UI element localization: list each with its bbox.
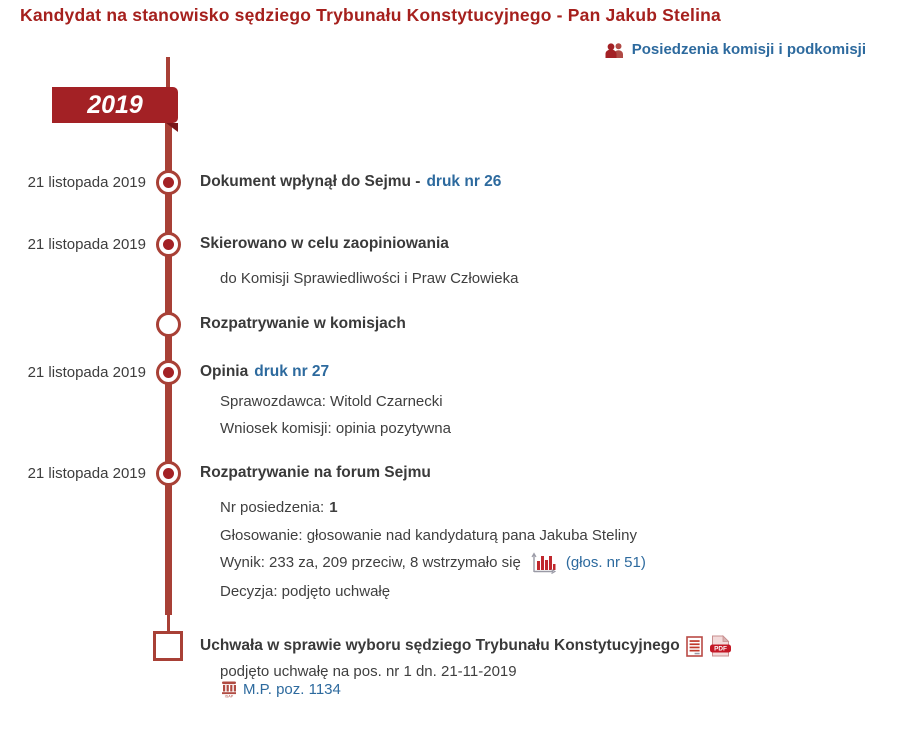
entry-title: Uchwała w sprawie wyboru sędziego Trybunału Konstytucyjnego [200, 637, 680, 654]
entry-date: 21 listopada 2019 [27, 236, 146, 253]
entry-title-row [200, 235, 449, 253]
entry-date: 21 listopada 2019 [27, 174, 146, 191]
entry-title-row [200, 464, 431, 482]
pdf-icon-label: PDF [713, 645, 727, 653]
meetings-link-label: Posiedzenia komisji i podkomisji [631, 41, 866, 58]
session-label: Nr posiedzenia: [220, 499, 325, 516]
vote-number-link[interactable]: (głos. nr 51) [565, 554, 646, 571]
marker-dot [163, 367, 174, 378]
timeline-line [167, 615, 170, 632]
marker-dot [163, 177, 174, 188]
timeline-marker-filled [156, 170, 181, 195]
meetings-link[interactable] [604, 41, 866, 58]
entry-date: 21 listopada 2019 [27, 465, 146, 482]
vote-chart-icon[interactable] [530, 551, 557, 574]
entry-date: 21 listopada 2019 [27, 364, 146, 381]
entry-detail: Sprawozdawca: Witold Czarnecki [220, 393, 443, 410]
pdf-icon[interactable] [709, 635, 732, 657]
marker-dot [163, 468, 174, 479]
mp-position-link[interactable]: M.P. poz. 1134 [243, 680, 341, 698]
entry-title: Rozpatrywanie w komisjach [200, 315, 406, 332]
entry-title: Opinia [200, 363, 249, 380]
entry-detail-mp [220, 680, 341, 698]
timeline-marker-filled [156, 360, 181, 385]
entry-title-row [200, 363, 329, 381]
marker-dot [163, 239, 174, 250]
entry-detail-voting: Głosowanie: głosowanie nad kandydaturą pana Jakuba Steliny [220, 527, 637, 544]
entry-title: Skierowano w celu zaopiniowania [200, 235, 449, 252]
entry-detail: podjęto uchwałę na pos. nr 1 dn. 21-11-2019 [220, 663, 517, 680]
result-text: Wynik: 233 za, 209 przeciw, 8 wstrzymało się [220, 554, 521, 571]
document-icon[interactable] [686, 636, 703, 657]
timeline-line [166, 57, 170, 88]
entry-detail-session [220, 499, 338, 516]
timeline-marker-square [153, 631, 183, 661]
isap-icon [220, 680, 238, 698]
timeline-line [165, 88, 172, 615]
druk-26-link[interactable]: druk nr 26 [426, 173, 502, 190]
druk-27-link[interactable]: druk nr 27 [254, 363, 330, 380]
year-banner: 2019 [52, 87, 178, 123]
people-icon [604, 42, 626, 58]
entry-title-row [200, 173, 501, 191]
timeline-marker-filled [156, 232, 181, 257]
timeline-marker-filled [156, 461, 181, 486]
entry-detail: Wniosek komisji: opinia pozytywna [220, 420, 451, 437]
entry-title: Rozpatrywanie na forum Sejmu [200, 464, 431, 481]
entry-detail: do Komisji Sprawiedliwości i Praw Człowieka [220, 270, 519, 287]
entry-title-row [200, 315, 406, 333]
isap-icon-label: ISAP [224, 694, 234, 698]
entry-title-row [200, 635, 732, 657]
timeline-marker-open [156, 312, 181, 337]
entry-detail-result [220, 551, 646, 574]
session-number: 1 [329, 499, 338, 516]
page-title: Kandydat na stanowisko sędziego Trybunału Konstytucyjnego - Pan Jakub Stelina [20, 5, 721, 25]
entry-detail-decision: Decyzja: podjęto uchwałę [220, 583, 391, 600]
entry-title: Dokument wpłynął do Sejmu - [200, 173, 421, 190]
